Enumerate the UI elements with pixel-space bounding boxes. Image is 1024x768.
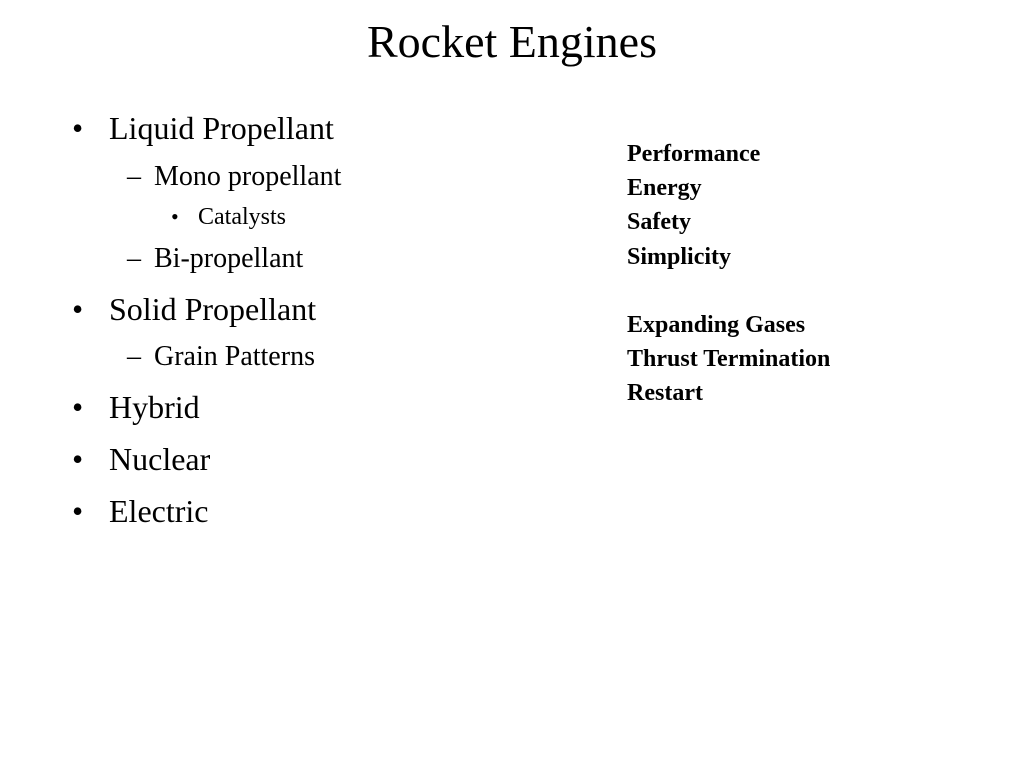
sub-bullet-text: Bi-propellant (154, 243, 304, 274)
bullet-text: Solid Propellant (109, 291, 317, 327)
bullet-text: Nuclear (109, 441, 211, 477)
bullet-item-liquid-propellant (72, 108, 334, 148)
sub-bullet-item-grain-patterns (127, 340, 315, 374)
bullet-text: Liquid Propellant (109, 110, 334, 146)
sub-bullet-text: Mono propellant (154, 161, 342, 192)
side-note-spacer (627, 274, 830, 308)
sub-bullet-text: Grain Patterns (154, 341, 315, 372)
bullet-marker: • (72, 291, 84, 327)
side-note-simplicity: Simplicity (627, 243, 732, 270)
side-note-expanding-gases: Expanding Gases (627, 311, 806, 338)
bullet-item-solid-propellant (72, 289, 316, 329)
bullet-item-nuclear (72, 439, 210, 479)
bullet-item-electric (72, 491, 208, 531)
bullet-text: Electric (109, 493, 209, 529)
dash-marker: – (127, 161, 141, 192)
side-note-thrust-termination: Thrust Termination (627, 346, 831, 373)
bullet-item-hybrid (72, 387, 200, 427)
sub-bullet-item-bi-propellant (127, 242, 303, 276)
side-note-energy: Energy (627, 175, 702, 202)
bullet-marker: • (72, 389, 84, 425)
side-note-safety: Safety (627, 209, 691, 236)
bullet-marker: • (72, 441, 84, 477)
side-note-restart: Restart (627, 380, 703, 407)
bullet-marker: • (72, 493, 84, 529)
dash-marker: – (127, 243, 141, 274)
slide-title: Rocket Engines (367, 16, 657, 67)
bullet-marker: • (171, 204, 179, 229)
side-note-performance: Performance (627, 141, 761, 167)
sub-sub-bullet-text: Catalysts (198, 204, 286, 230)
sub-sub-bullet-item-catalysts (171, 202, 286, 232)
dash-marker: – (127, 341, 141, 372)
sub-bullet-item-mono-propellant (127, 160, 341, 194)
bullet-marker: • (72, 110, 84, 146)
bullet-text: Hybrid (109, 389, 200, 425)
side-notes (627, 137, 830, 411)
